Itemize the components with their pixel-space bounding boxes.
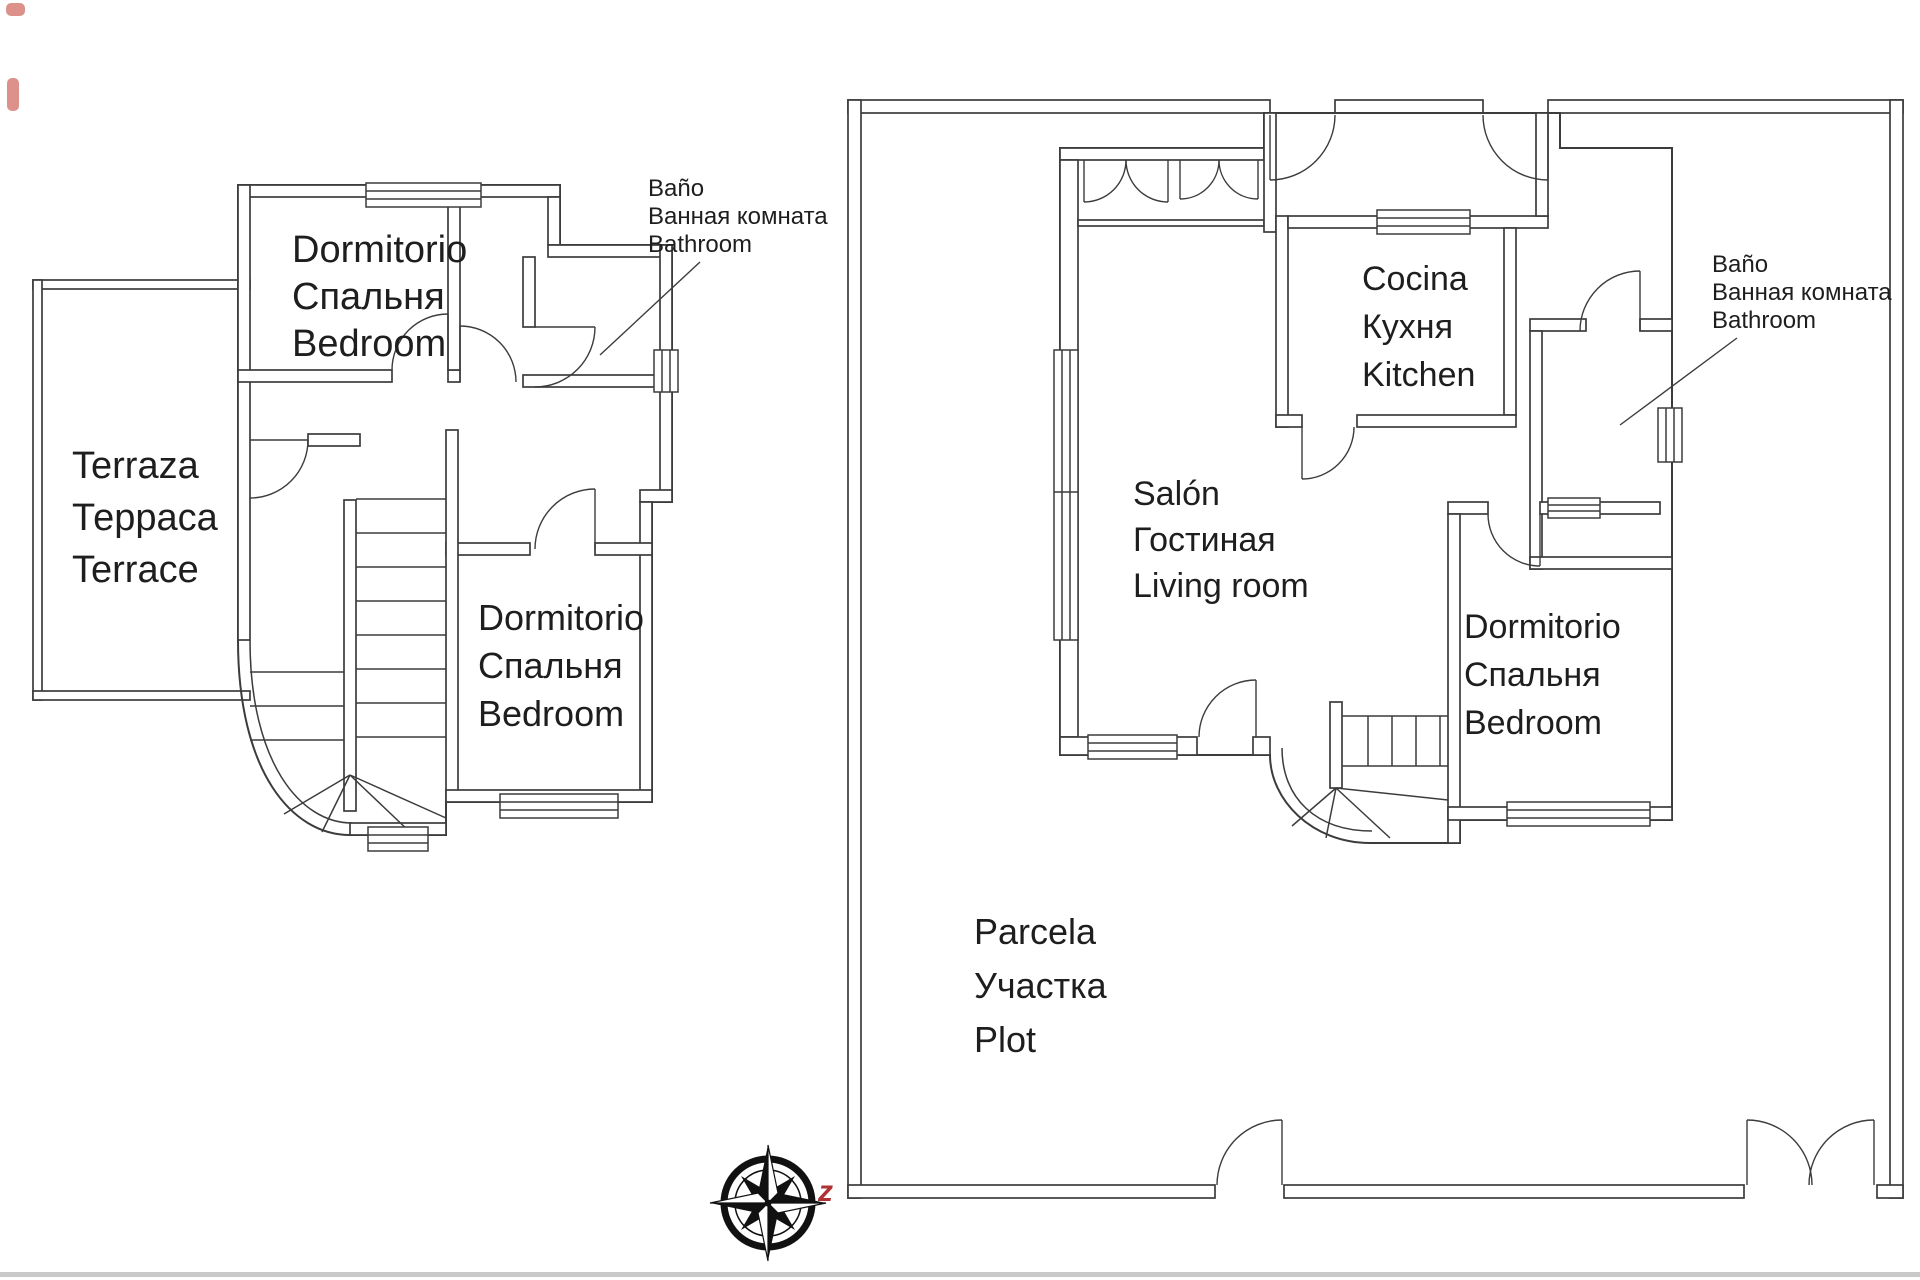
label-living-room [1133, 475, 1309, 605]
wall-band [1504, 228, 1516, 415]
plot-wall-bottom [1877, 1185, 1903, 1198]
pedestrian-gate-part [1217, 1120, 1282, 1185]
room-label: Bedroom [292, 323, 447, 365]
stair-treads [250, 672, 344, 740]
room-label: Терраса [72, 497, 218, 539]
room-label: Salón [1133, 475, 1220, 513]
wall-band [1253, 737, 1270, 755]
window [1507, 802, 1650, 826]
label-terrace [72, 445, 219, 591]
wall-band [1536, 113, 1548, 216]
room-label: Kitchen [1362, 356, 1476, 394]
label-bathroom [1712, 251, 1892, 334]
pedestrian-gate [1217, 1120, 1282, 1185]
wall-band [640, 490, 672, 502]
compass-rose-icon [710, 1145, 833, 1261]
wall-band [446, 430, 458, 802]
window [1548, 498, 1600, 518]
wall-band [1530, 319, 1586, 331]
room-label: Plot [974, 1019, 1037, 1060]
window-part [1548, 498, 1600, 518]
terrace-wall-left [33, 280, 42, 700]
wall-band [1276, 216, 1288, 427]
closet-doors-part [1219, 160, 1258, 199]
room-label: Bedroom [1464, 704, 1602, 742]
wall-band [448, 370, 460, 382]
window-part [500, 794, 618, 818]
room-label: Гостиная [1133, 521, 1276, 559]
room-label: Cocina [1362, 260, 1468, 298]
compass-cardinal-points-part [768, 1203, 778, 1261]
wall-band [308, 434, 360, 446]
label-kitchen [1362, 260, 1475, 394]
window [1377, 210, 1470, 234]
stair-newel-wall [344, 500, 356, 811]
door-living-room-part [1199, 680, 1256, 737]
room-label: Участка [974, 965, 1107, 1006]
wall-band [1357, 415, 1516, 427]
window-part [368, 827, 428, 851]
door-corridor-part [250, 440, 308, 498]
window-part [1377, 210, 1470, 234]
wall-band [1276, 415, 1302, 427]
door-bathroom [1580, 271, 1640, 331]
terrace-walls [33, 280, 250, 700]
plot-wall-top [1548, 100, 1903, 113]
window-part [1054, 350, 1078, 640]
window [368, 827, 428, 851]
sheet-bottom-rule [0, 1272, 1920, 1277]
door-kitchen [1302, 427, 1354, 479]
room-label: Baño [648, 175, 705, 202]
window [366, 183, 481, 207]
wall-band [238, 185, 250, 640]
door-hall-lobby [460, 326, 516, 382]
plot-wall-top [1335, 100, 1483, 113]
label-plot [974, 911, 1108, 1060]
window-part [366, 183, 481, 207]
label-bedroom-2 [478, 597, 644, 734]
closet-front [1078, 220, 1264, 226]
wall-band [1060, 148, 1264, 160]
compass-center [765, 1200, 772, 1207]
upper-floor-plan [33, 175, 828, 851]
room-label: Living room [1133, 567, 1309, 605]
double-gate [1747, 1120, 1874, 1185]
wall-band [238, 370, 392, 382]
double-gate-part [1809, 1120, 1874, 1185]
window [1088, 735, 1177, 759]
label-bedroom [1464, 608, 1621, 742]
plot-wall-right [1890, 100, 1903, 1198]
room-label: Спальня [1464, 656, 1601, 694]
bathroom-leader-line [600, 262, 700, 355]
room-label: Bathroom [1712, 307, 1817, 334]
ground-floor-plan [848, 100, 1903, 1198]
room-label: Спальня [478, 645, 623, 686]
room-label: Спальня [292, 276, 445, 318]
compass-cardinal-points-part [758, 1203, 768, 1261]
plot-wall-bottom [1284, 1185, 1744, 1198]
window-part [1658, 408, 1682, 462]
wall-band [595, 543, 652, 555]
door-bathroom-part [1580, 271, 1640, 331]
wall-band [1448, 502, 1488, 514]
window [1054, 350, 1078, 640]
room-label: Terraza [72, 445, 199, 487]
room-label: Dormitorio [1464, 608, 1621, 646]
double-gate-part [1747, 1120, 1812, 1185]
room-label: Terrace [72, 549, 199, 591]
door-bedroom2 [535, 489, 595, 549]
compass-cardinal-points-part [710, 1203, 768, 1213]
wall-band [1530, 557, 1672, 569]
window [1658, 408, 1682, 462]
room-label: Dormitorio [292, 229, 468, 271]
entrance-door-part [1270, 115, 1335, 180]
window-part [1088, 735, 1177, 759]
closet-doors-part [1084, 160, 1126, 202]
wall-band [548, 197, 560, 245]
wall-band [1448, 514, 1460, 843]
room-label: Ванная комната [648, 203, 828, 230]
door-bedroom2-part [535, 489, 595, 549]
room-label: Bedroom [478, 693, 625, 734]
compass-cardinal-points-part [710, 1193, 768, 1203]
stair-treads [1368, 716, 1440, 766]
plot-wall-bottom [848, 1185, 1215, 1198]
label-bedroom-1 [292, 229, 467, 365]
closet-doors [1084, 160, 1258, 202]
room-label: Parcela [974, 911, 1097, 952]
wall-band [1640, 319, 1672, 331]
room-label: Bathroom [648, 231, 753, 258]
window [654, 350, 678, 392]
door-hall-lobby-part [460, 326, 516, 382]
terrace-wall-top [33, 280, 250, 289]
red-smudge [7, 78, 19, 111]
house-inner-curve [250, 640, 352, 823]
stair-newel-wall [1330, 702, 1342, 788]
room-label: Baño [1712, 251, 1769, 278]
compass-cardinal-points-part [768, 1145, 778, 1203]
wall-band [523, 257, 535, 327]
stair-treads [356, 499, 446, 737]
door-kitchen-part [1302, 427, 1354, 479]
staircase [1292, 716, 1448, 838]
plot-wall-left [848, 100, 861, 1198]
window-part [1507, 802, 1650, 826]
compass-direction-marker: z [818, 1175, 833, 1208]
door-living-room [1199, 680, 1256, 737]
red-smudge [6, 3, 25, 16]
gates [1217, 1120, 1874, 1185]
stair-stringers [1342, 716, 1448, 766]
plot-wall-top [848, 100, 1270, 113]
closet-doors-part [1126, 160, 1168, 202]
closet-doors-part [1180, 160, 1219, 199]
wall-band [448, 197, 460, 370]
terrace-wall-bottom [33, 691, 250, 700]
entrance-door [1270, 115, 1335, 180]
window [500, 794, 618, 818]
room-label: Кухня [1362, 308, 1453, 346]
house-inner-curve [1282, 748, 1372, 831]
label-bathroom [648, 175, 828, 258]
room-labels [974, 251, 1892, 1060]
window-part [654, 350, 678, 392]
door-corridor [250, 440, 308, 498]
wall-band [523, 375, 672, 387]
room-label: Ванная комната [1712, 279, 1892, 306]
room-label: Dormitorio [478, 597, 645, 638]
